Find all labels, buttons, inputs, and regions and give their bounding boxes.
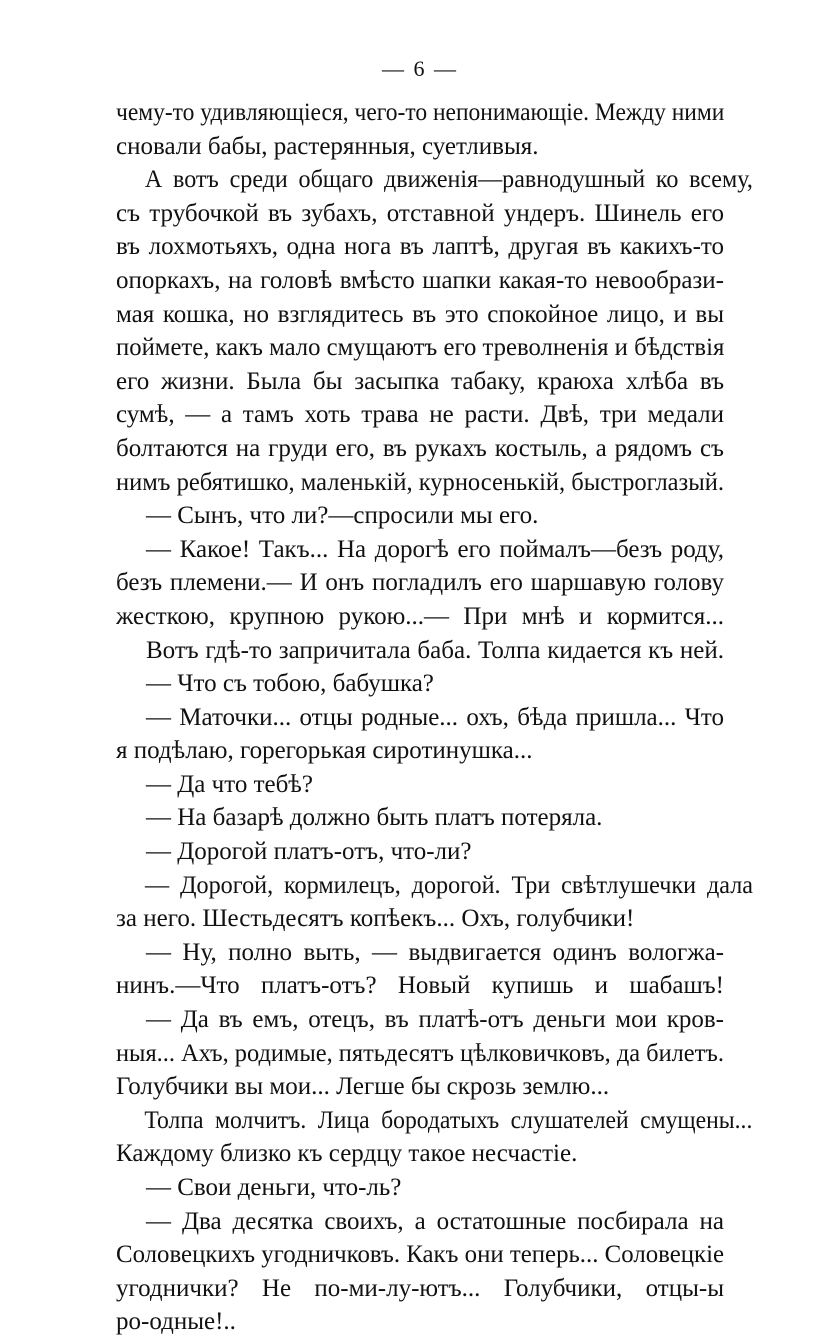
text-line: поймете, какъ мало смущаютъ его треволненія и бѣдствія: [116, 334, 724, 362]
text-line: сумѣ, — а тамъ хоть трава не расти. Двѣ, три медали: [116, 401, 724, 429]
text-line: — Дорогой, кормилецъ, дорогой. Три свѣтлушечки дала: [144, 871, 753, 899]
text-line: я подѣлаю, горегорькая сиротинушка...: [116, 737, 533, 765]
text-line: Вотъ гдѣ-то запричитала баба. Толпа кидается къ ней.: [146, 636, 724, 664]
text-line: — Что съ тобою, бабушка?: [146, 670, 434, 698]
text-line: — Да въ емъ, отецъ, въ платѣ-отъ деньги мои кров-: [146, 1006, 724, 1034]
text-line: нинъ.—Что платъ-отъ? Новый купишь и шабашъ!: [116, 972, 724, 1000]
text-line: — Да что тебѣ?: [146, 770, 313, 798]
page-number: — 6 —: [382, 56, 458, 81]
text-line: Каждому близко къ сердцу такое несчастіе.: [116, 1140, 578, 1168]
text-line: — Маточки... отцы родные... охъ, бѣда пришла... Что: [146, 703, 724, 731]
text-line: — На базарѣ должно быть платъ потеряла.: [146, 804, 603, 832]
text-line: болтаются на груди его, въ рукахъ костыль, а рядомъ съ: [116, 434, 724, 462]
text-line: ро-одные!..: [116, 1308, 236, 1336]
text-line: — Свои деньги, что-ль?: [146, 1174, 402, 1201]
text-line: — Дорогой платъ-отъ, что-ли?: [146, 838, 472, 866]
text-line: чему-то удивляющіеся, чего-то непонимающіе. Между ними: [116, 99, 724, 126]
text-line: безъ племени.— И онъ погладилъ его шаршавую голову: [116, 569, 724, 597]
text-line: Голубчики вы мои... Легше бы скрозь землю...: [116, 1073, 610, 1101]
text-line: Соловецкихъ угодничковъ. Какъ они теперь... Соловецкіе: [116, 1241, 725, 1269]
text-line: нимъ ребятишко, маленькій, курносенькій, быстроглазый.: [116, 468, 724, 496]
text-line: съ трубочкой въ зубахъ, отставной ундеръ. Шинель его: [116, 199, 724, 227]
text-line: Толпа молчитъ. Лица бородатыхъ слушателей смущены...: [144, 1106, 753, 1134]
text-line: — Ну, полно выть, — выдвигается одинъ вологжа-: [146, 938, 724, 966]
text-line: сновали бабы, растерянныя, суетливыя.: [116, 132, 539, 160]
text-line: ныя... Ахъ, родимые, пятьдесятъ цѣлковичковъ, да билетъ.: [116, 1039, 724, 1067]
text-line: жесткою, крупною рукою...— При мнѣ и кормится...: [116, 602, 724, 630]
text-line: — Два десятка своихъ, а остатошные посбирала на: [146, 1207, 724, 1235]
text-line: — Какое! Такъ... На дорогѣ его поймалъ—безъ роду,: [146, 535, 724, 563]
body-text: [116, 96, 753, 1339]
text-line: за него. Шестьдесятъ копѣекъ... Охъ, голубчики!: [116, 905, 635, 933]
text-line: мая кошка, но взглядитесь въ это спокойное лицо, и вы: [116, 300, 724, 328]
text-line: угоднички? Не по-ми-лу-ютъ... Голубчики, отцы-ы: [116, 1274, 724, 1302]
text-line: его жизни. Была бы засыпка табаку, краюха хлѣба въ: [116, 367, 724, 395]
text-line: А вотъ среди общаго движенія—равнодушный ко всему,: [144, 166, 753, 194]
text-line: въ лохмотьяхъ, одна нога въ лаптѣ, другая въ какихъ-то: [116, 233, 724, 261]
text-line: — Сынъ, что ли?—спросили мы его.: [146, 502, 539, 530]
text-line: опоркахъ, на головѣ вмѣсто шапки какая-то невообрази-: [116, 266, 724, 294]
